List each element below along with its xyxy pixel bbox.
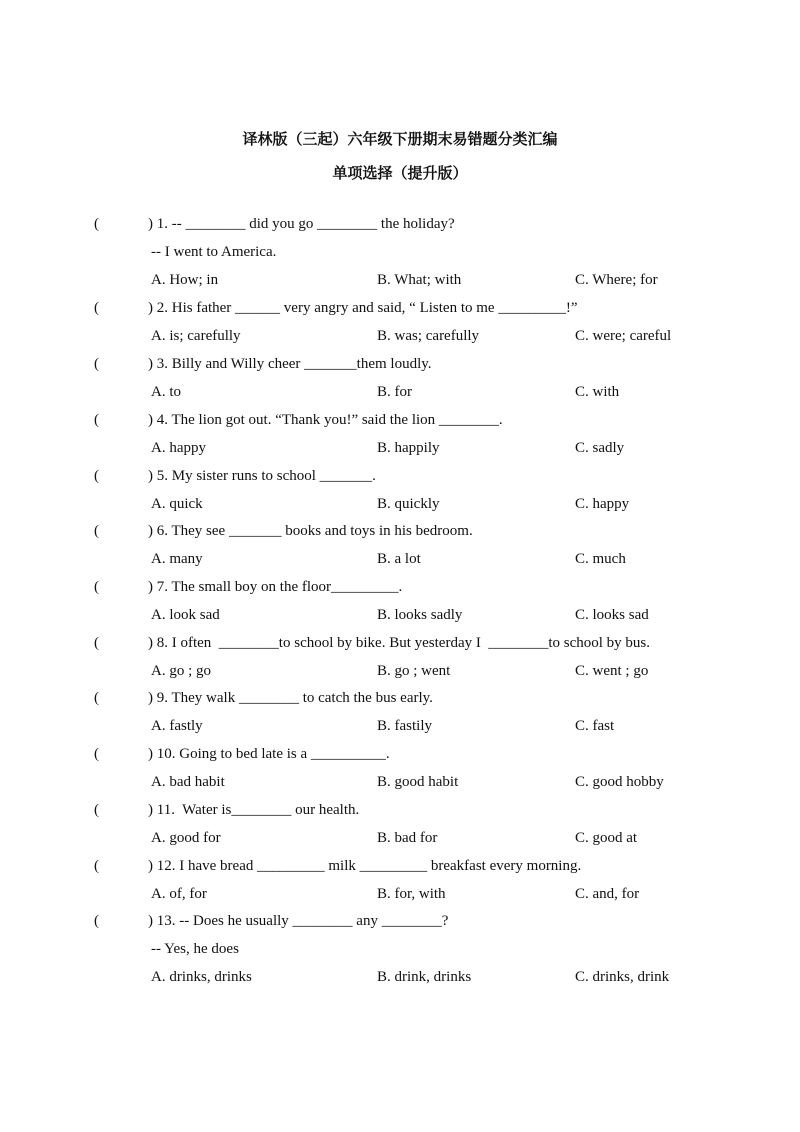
option-a: A. quick	[151, 496, 203, 512]
option-c: C. much	[575, 551, 626, 567]
question-7-options	[0, 607, 800, 635]
option-a: A. bad habit	[151, 774, 225, 790]
answer-paren[interactable]: (	[94, 690, 99, 706]
question-stem: ) 10. Going to bed late is a __________.	[148, 746, 390, 762]
option-b: B. What; with	[377, 272, 462, 288]
question-2	[0, 300, 800, 328]
question-4-options	[0, 440, 800, 468]
document-title: 译林版（三起）六年级下册期末易错题分类汇编	[242, 130, 558, 148]
option-a: A. is; carefully	[151, 328, 241, 344]
option-b: B. looks sadly	[377, 607, 463, 623]
option-a: A. good for	[151, 830, 221, 846]
question-stem: ) 3. Billy and Willy cheer _______them loudly.	[148, 356, 432, 372]
answer-paren[interactable]: (	[94, 216, 99, 232]
question-stem: ) 1. -- ________ did you go ________ the holiday?	[148, 216, 455, 232]
answer-paren[interactable]: (	[94, 635, 99, 651]
option-c: C. fast	[575, 718, 615, 734]
question-13	[0, 913, 800, 941]
option-c: C. sadly	[575, 440, 625, 456]
option-a: A. look sad	[151, 607, 220, 623]
option-c: C. went ; go	[575, 663, 649, 679]
option-c: C. good at	[575, 830, 638, 846]
answer-paren[interactable]: (	[94, 746, 99, 762]
option-b: B. drink, drinks	[377, 969, 472, 985]
answer-paren[interactable]: (	[94, 802, 99, 818]
option-b: B. was; carefully	[377, 328, 480, 344]
question-6-options	[0, 551, 800, 579]
document-subtitle: 单项选择（提升版）	[332, 164, 468, 182]
option-b: B. fastily	[377, 718, 432, 734]
option-b: B. for, with	[377, 886, 446, 902]
option-a: A. to	[151, 384, 181, 400]
option-b: B. go ; went	[377, 663, 451, 679]
option-c: C. drinks, drink	[575, 969, 670, 985]
question-1-options	[0, 272, 800, 300]
question-6	[0, 523, 800, 551]
option-b: B. happily	[377, 440, 440, 456]
question-stem: ) 12. I have bread _________ milk _________ breakfast every morning.	[148, 858, 582, 874]
option-a: A. of, for	[151, 886, 207, 902]
question-stem: ) 5. My sister runs to school _______.	[148, 468, 376, 484]
question-8	[0, 635, 800, 663]
answer-paren[interactable]: (	[94, 913, 99, 929]
dialogue-line: -- I went to America.	[151, 244, 277, 260]
question-1	[0, 216, 800, 244]
question-stem: ) 4. The lion got out. “Thank you!” said the lion ________.	[148, 412, 503, 428]
question-11	[0, 802, 800, 830]
question-10	[0, 746, 800, 774]
option-c: C. Where; for	[575, 272, 658, 288]
option-a: A. many	[151, 551, 203, 567]
option-c: C. happy	[575, 496, 630, 512]
answer-paren[interactable]: (	[94, 858, 99, 874]
question-stem: ) 7. The small boy on the floor_________.	[148, 579, 403, 595]
question-13-options	[0, 969, 800, 997]
option-c: C. looks sad	[575, 607, 649, 623]
option-c: C. and, for	[575, 886, 640, 902]
question-1-dialogue	[0, 244, 800, 272]
question-5-options	[0, 496, 800, 524]
question-10-options	[0, 774, 800, 802]
question-8-options	[0, 663, 800, 691]
option-c: C. good hobby	[575, 774, 664, 790]
option-a: A. How; in	[151, 272, 219, 288]
question-3	[0, 356, 800, 384]
question-3-options	[0, 384, 800, 412]
question-13-dialogue	[0, 941, 800, 969]
option-b: B. bad for	[377, 830, 438, 846]
question-9	[0, 690, 800, 718]
question-5	[0, 468, 800, 496]
question-12-options	[0, 886, 800, 914]
question-stem: ) 2. His father ______ very angry and said, “ Listen to me _________!”	[148, 300, 578, 316]
answer-paren[interactable]: (	[94, 300, 99, 316]
question-12	[0, 858, 800, 886]
answer-paren[interactable]: (	[94, 356, 99, 372]
question-4	[0, 412, 800, 440]
question-stem: ) 11. Water is________ our health.	[148, 802, 360, 818]
answer-paren[interactable]: (	[94, 412, 99, 428]
question-stem: ) 6. They see _______ books and toys in his bedroom.	[148, 523, 473, 539]
option-b: B. good habit	[377, 774, 459, 790]
question-11-options	[0, 830, 800, 858]
answer-paren[interactable]: (	[94, 468, 99, 484]
option-b: B. quickly	[377, 496, 440, 512]
question-2-options	[0, 328, 800, 356]
answer-paren[interactable]: (	[94, 579, 99, 595]
option-a: A. drinks, drinks	[151, 969, 252, 985]
question-stem: ) 13. -- Does he usually ________ any ________?	[148, 913, 449, 929]
answer-paren[interactable]: (	[94, 523, 99, 539]
option-c: C. were; careful	[575, 328, 672, 344]
question-9-options	[0, 718, 800, 746]
option-a: A. happy	[151, 440, 206, 456]
question-stem: ) 8. I often ________to school by bike. But yesterday I ________to school by bus.	[148, 635, 651, 651]
option-b: B. for	[377, 384, 412, 400]
option-c: C. with	[575, 384, 620, 400]
option-a: A. fastly	[151, 718, 203, 734]
dialogue-line: -- Yes, he does	[151, 941, 239, 957]
option-a: A. go ; go	[151, 663, 211, 679]
option-b: B. a lot	[377, 551, 421, 567]
question-7	[0, 579, 800, 607]
question-stem: ) 9. They walk ________ to catch the bus early.	[148, 690, 433, 706]
